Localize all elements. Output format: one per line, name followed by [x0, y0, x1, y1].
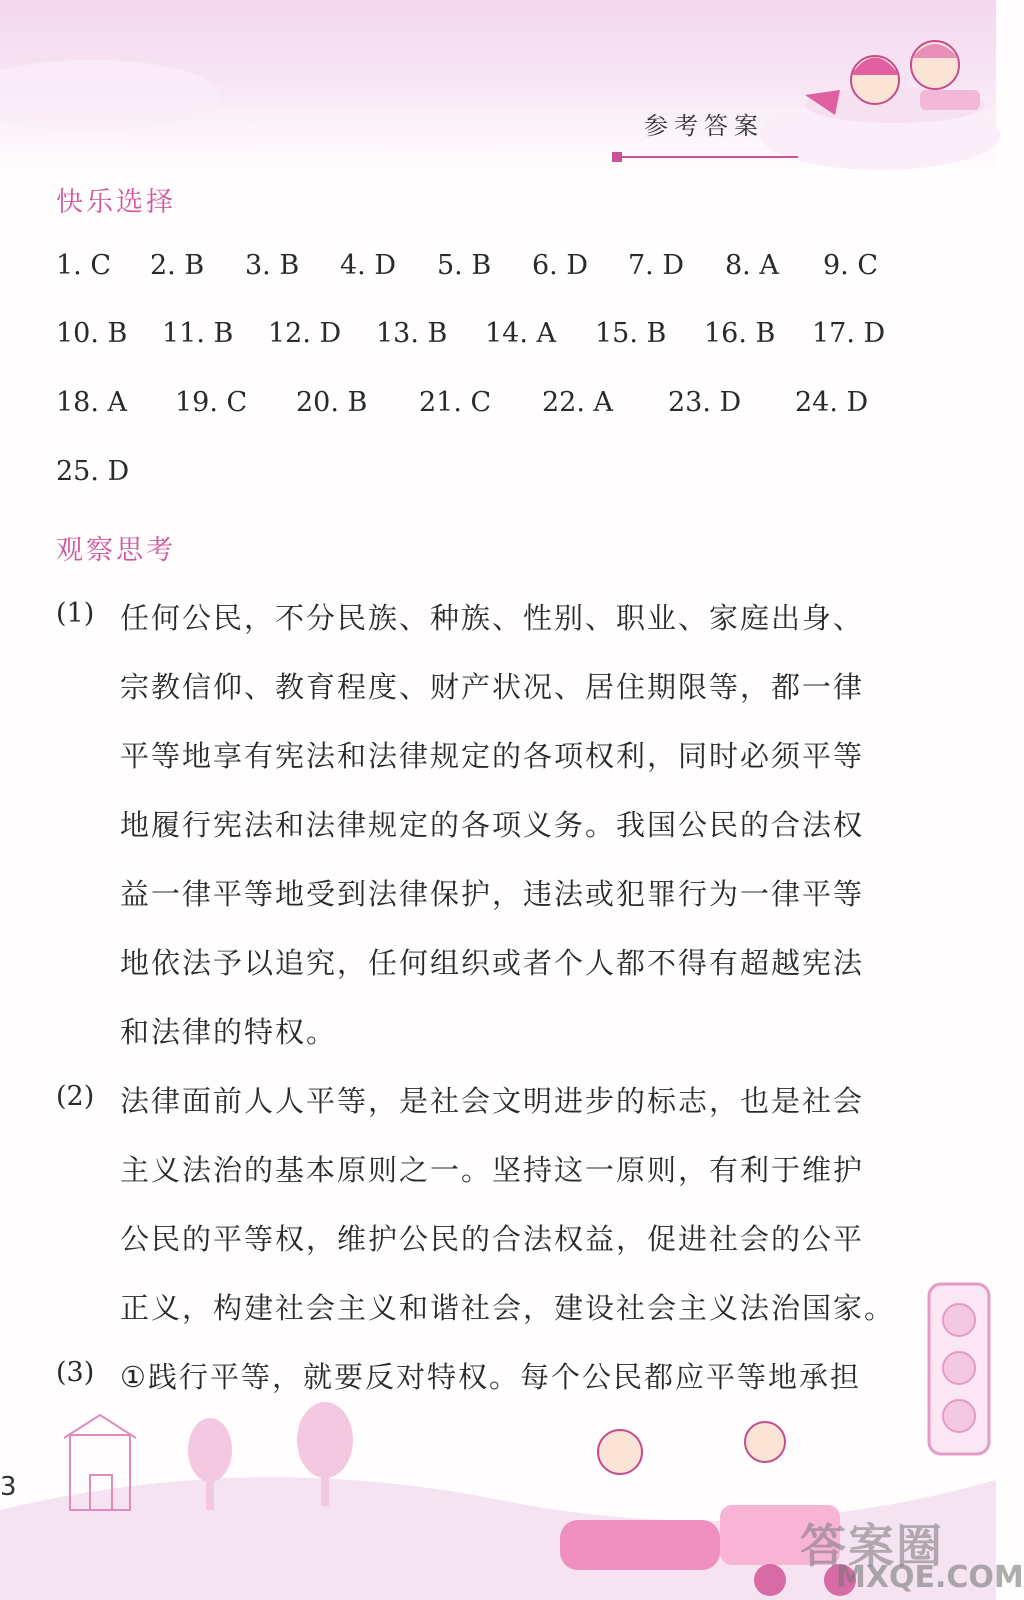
choice-answer: 6. D	[532, 250, 588, 281]
paragraph-line: 法律面前人人平等，是社会文明进步的标志，也是社会	[120, 1084, 865, 1118]
choice-answer: 9. C	[823, 250, 879, 281]
paragraph-line: 任何公民，不分民族、种族、性别、职业、家庭出身、	[120, 601, 865, 635]
paragraph-line: 益一律平等地受到法律保护，违法或犯罪行为一律平等	[120, 877, 865, 911]
choice-answer: 14. A	[485, 318, 557, 349]
choice-answer: 16. B	[704, 318, 776, 349]
paragraph-line: 宗教信仰、教育程度、财产状况、居住期限等，都一律	[120, 670, 865, 704]
paragraph-line: 地履行宪法和法律规定的各项义务。我国公民的合法权	[120, 808, 865, 842]
item-number: (1)	[56, 598, 95, 629]
choice-answer: 17. D	[812, 318, 886, 349]
header-underline	[618, 156, 798, 158]
choice-answer: 15. B	[595, 318, 667, 349]
choice-answer: 21. C	[419, 387, 492, 418]
paragraph-line: ①践行平等，就要反对特权。每个公民都应平等地承担	[120, 1360, 861, 1394]
paragraph-line: 主义法治的基本原则之一。坚持这一原则，有利于维护	[120, 1153, 865, 1187]
choice-answer: 22. A	[542, 387, 614, 418]
paragraph-line: 平等地享有宪法和法律规定的各项权利，同时必须平等	[120, 739, 865, 773]
watermark-logo: 答案圈	[800, 1519, 944, 1573]
choice-answer: 1. C	[56, 250, 112, 281]
choice-answer: 12. D	[268, 318, 342, 349]
choice-answer: 5. B	[437, 250, 492, 281]
item-number: (3)	[56, 1357, 95, 1388]
page-number: 3	[0, 1472, 17, 1502]
watermark-url: MXQE.COM	[836, 1560, 1024, 1595]
paragraph-line: 地依法予以追究，任何组织或者个人都不得有超越宪法	[120, 946, 865, 980]
paragraph-line: 公民的平等权，维护公民的合法权益，促进社会的公平	[120, 1222, 865, 1256]
choice-answer: 10. B	[56, 318, 128, 349]
choice-answer: 11. B	[162, 318, 234, 349]
section-title-think: 观察思考	[56, 535, 176, 566]
paragraph-line: 和法律的特权。	[120, 1015, 338, 1049]
paragraph-line: 正义，构建社会主义和谐社会，建设社会主义法治国家。	[120, 1291, 896, 1325]
choice-answer: 18. A	[56, 387, 128, 418]
item-number: (2)	[56, 1081, 95, 1112]
traffic-light-illustration	[925, 1280, 996, 1460]
page-header-title: 参考答案	[644, 112, 764, 140]
choice-answer: 3. B	[245, 250, 300, 281]
choice-answer: 4. D	[340, 250, 396, 281]
choice-answer: 23. D	[668, 387, 742, 418]
children-illustration	[800, 20, 996, 130]
choice-answer: 7. D	[628, 250, 684, 281]
section-title-choice: 快乐选择	[56, 187, 176, 218]
choice-answer: 2. B	[150, 250, 205, 281]
choice-answer: 24. D	[795, 387, 869, 418]
choice-answer: 13. B	[376, 318, 448, 349]
choice-answer: 25. D	[56, 456, 130, 487]
choice-answer: 8. A	[725, 250, 779, 281]
choice-answer: 19. C	[175, 387, 248, 418]
choice-answer: 20. B	[296, 387, 368, 418]
